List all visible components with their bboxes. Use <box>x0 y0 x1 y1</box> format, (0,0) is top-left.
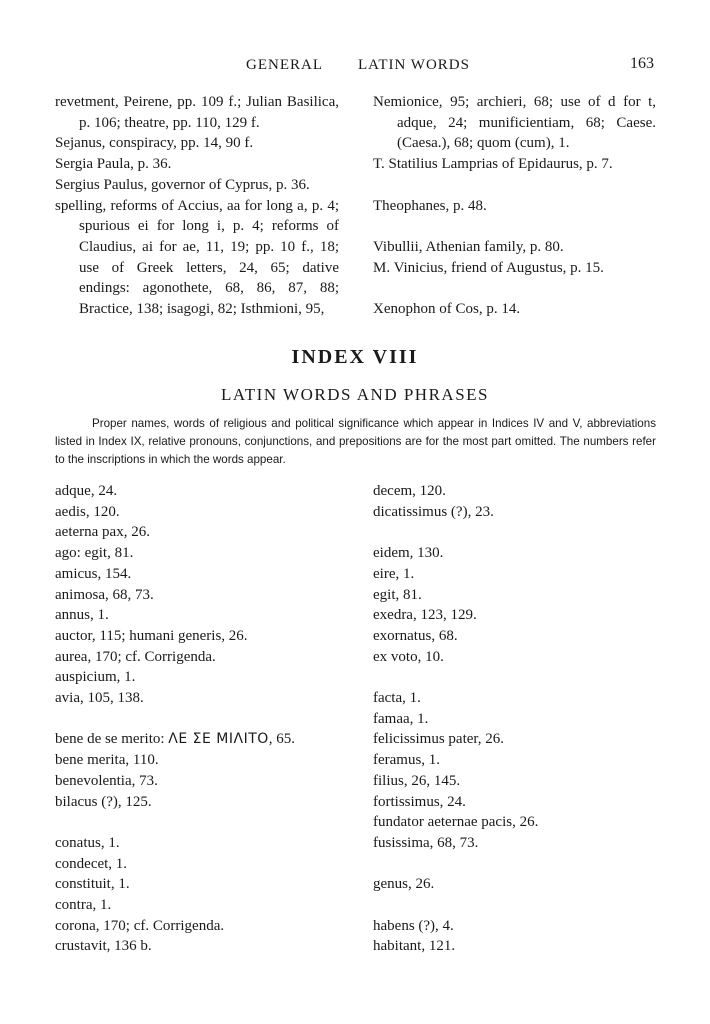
index-entry: Vibullii, Athenian family, p. 80. <box>373 238 564 255</box>
latin-word-entry: bilacus (?), 125. <box>55 793 152 810</box>
latin-word-entry: bene merita, 110. <box>55 752 159 769</box>
index-entry: T. Statilius Lamprias of Epidaurus, p. 7. <box>373 156 613 173</box>
latin-word-entry: facta, 1. <box>373 690 421 706</box>
latin-word-entry: avia, 105, 138. <box>55 690 144 707</box>
latin-word-entry: exedra, 123, 129. <box>373 607 477 624</box>
general-index-right-column <box>373 92 656 320</box>
latin-word-entry: famaa, 1. <box>373 710 429 727</box>
latin-word-entry: eidem, 130. <box>373 545 444 562</box>
latin-word-entry: aedis, 120. <box>55 503 120 520</box>
index-entry: spelling, reforms of Accius, aa for long a, p. 4; spurious ei for long i, p. 4; reforms of Claudius, ai for ae, 11, 19; pp. 10 f., 18; use of Greek letters, 24, 65; dative endings: agonothete, 68, 86, 87, 88; Bractice, 138; isagogi, 82; Isthmioni, 95, <box>55 197 339 318</box>
latin-word-entry: amicus, 154. <box>55 565 132 582</box>
latin-word-entry: auspicium, 1. <box>55 669 136 686</box>
index-entry: Nemionice, 95; archieri, 68; use of d for t, adque, 24; munificientiam, 68; Caese. (Caesa.), 68; quom (cum), 1. <box>373 94 656 152</box>
latin-word-entry: annus, 1. <box>55 607 109 624</box>
latin-word-entry: aeterna pax, 26. <box>55 524 150 541</box>
latin-word-entry: bene de se merito: ΛΕ ΣΕ ΜΙΛΙΤΟ, 65. <box>55 731 296 748</box>
index-entry: Theophanes, p. 48. <box>373 197 487 214</box>
index-note: Proper names, words of religious and political significance which appear in Indices IV and V, abbreviations listed in Index IX, relative pronouns, conjunctions, and prepositions are for the most part omitted. The numbers refer to the inscriptions in which the words appear. <box>55 417 656 466</box>
index-subtitle: LATIN WORDS AND PHRASES <box>221 385 489 404</box>
latin-word-entry: conatus, 1. <box>55 834 120 851</box>
latin-word-entry: habitant, 121. <box>373 938 456 955</box>
index-entry: Xenophon of Cos, p. 14. <box>373 300 521 317</box>
latin-word-entry: egit, 81. <box>373 586 422 603</box>
latin-word-entry: fusissima, 68, 73. <box>373 834 479 851</box>
latin-word-entry: auctor, 115; humani generis, 26. <box>55 627 248 644</box>
spacer <box>373 854 656 875</box>
spacer <box>373 895 656 916</box>
latin-word-entry: habens (?), 4. <box>373 917 454 934</box>
latin-word-entry: fortissimus, 24. <box>373 793 466 810</box>
greek-phrase-reference: , 65. <box>268 731 296 748</box>
latin-word-entry: aurea, 170; cf. Corrigenda. <box>55 648 216 665</box>
latin-word-entry: condecet, 1. <box>55 855 128 872</box>
page-number: 163 <box>630 55 654 72</box>
running-header-general: GENERAL <box>246 57 323 73</box>
latin-word-entry: exornatus, 68. <box>373 627 458 644</box>
latin-word-entry: ex voto, 10. <box>373 648 444 665</box>
latin-word-entry: animosa, 68, 73. <box>55 586 154 603</box>
latin-word-entry: feramus, 1. <box>373 752 441 769</box>
spacer <box>373 522 656 543</box>
latin-word-entry: crustavit, 136 b. <box>55 938 152 955</box>
latin-words-right-column <box>373 481 656 957</box>
spacer <box>373 278 656 299</box>
index-entry: revetment, Peirene, pp. 109 f.; Julian Basilica, p. 106; theatre, pp. 110, 129 f. <box>55 94 339 131</box>
spacer <box>55 812 355 833</box>
general-index-left-column <box>55 92 339 320</box>
latin-word-entry: decem, 120. <box>373 483 446 499</box>
latin-word-entry: fundator aeternae pacis, 26. <box>373 814 539 831</box>
latin-word-entry: ago: egit, 81. <box>55 545 134 562</box>
latin-word-entry: dicatissimus (?), 23. <box>373 503 494 520</box>
latin-words-left-column <box>55 481 355 957</box>
index-title: INDEX VIII <box>291 346 419 368</box>
latin-word-entry: genus, 26. <box>373 876 435 893</box>
spacer <box>373 175 656 196</box>
index-entry: Sergia Paula, p. 36. <box>55 156 172 173</box>
latin-word-entry: corona, 170; cf. Corrigenda. <box>55 917 225 934</box>
spacer <box>373 216 656 237</box>
index-entry: Sejanus, conspiracy, pp. 14, 90 f. <box>55 135 254 152</box>
running-header-latin-words: LATIN WORDS <box>358 57 470 73</box>
latin-word-entry: contra, 1. <box>55 897 112 914</box>
latin-word-entry: felicissimus pater, 26. <box>373 731 505 748</box>
latin-word-entry: benevolentia, 73. <box>55 772 158 789</box>
latin-word-entry: adque, 24. <box>55 483 118 499</box>
index-entry: Sergius Paulus, governor of Cyprus, p. 36. <box>55 176 310 193</box>
latin-word-entry: eire, 1. <box>373 565 415 582</box>
greek-letters-phrase: ΛΕ ΣΕ ΜΙΛΙΤΟ <box>168 731 269 748</box>
latin-word-entry: filius, 26, 145. <box>373 772 461 789</box>
spacer <box>55 709 355 730</box>
index-entry: M. Vinicius, friend of Augustus, p. 15. <box>373 259 604 276</box>
spacer <box>373 667 656 688</box>
latin-word-entry: constituit, 1. <box>55 876 130 893</box>
